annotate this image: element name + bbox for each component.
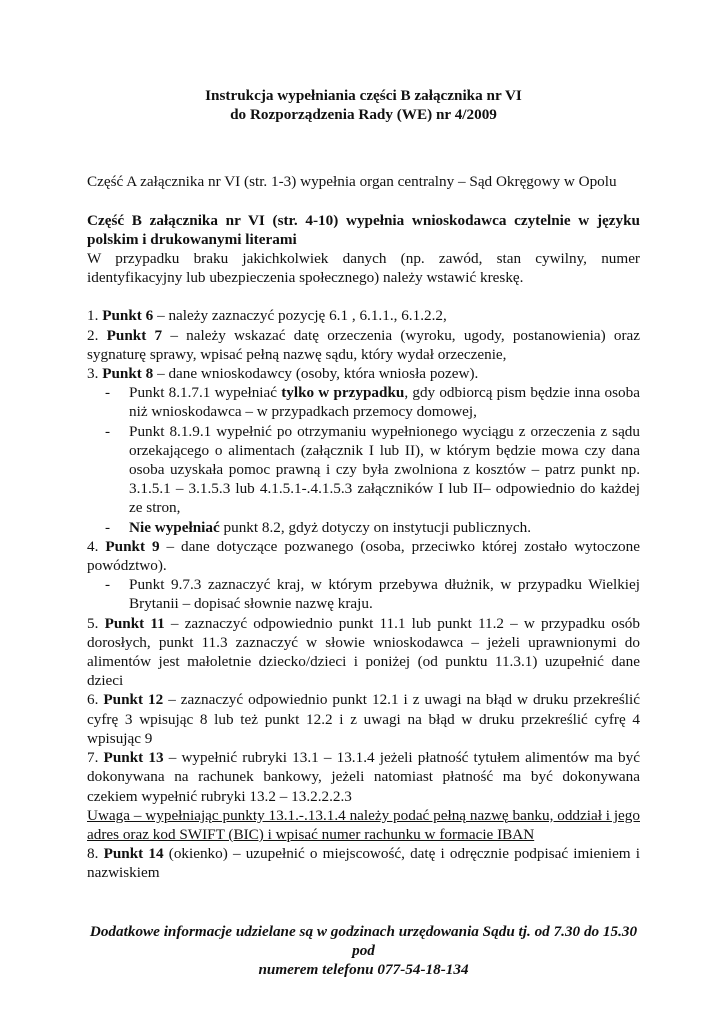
footer-note [87,922,640,980]
bullet-dash: - [105,422,111,440]
item-number: 3. [87,365,99,383]
item-text: – należy wskazać datę orzeczenia (wyroku, ugody, postanowienia) oraz sygnaturę sprawy, wpisać pełną nazwę sądu, który wydał orzeczenie, [87,326,640,363]
item-label: Punkt 14 [103,845,164,863]
item-number: 1. [87,307,99,325]
item-5 [87,614,640,691]
bullet-text-post: , gdy odbiorcą pism będzie inna osoba niż wnioskodawca – w przypadkach przemocy domowej, [129,384,640,421]
item-label: Punkt 9 [105,537,160,555]
title-line-2: do Rozporządzenia Rady (WE) nr 4/2009 [230,106,497,124]
item-text: – zaznaczyć odpowiednio punkt 12.1 i z uwagi na błąd w druku przekreślić cyfrę 3 wpisując 8 lub też punkt 12.2 i z uwagi na błąd w druku przekreślić cyfrę 4 wpisując 9 [87,691,640,747]
bullet-dash: - [105,384,111,402]
item-number: 7. [87,749,99,767]
footer-line-2: numerem telefonu 077-54-18-134 [258,960,469,978]
item-4 [87,537,640,575]
bullet-text-bold: Nie wypełniać [129,518,220,536]
footer-line-1: Dodatkowe informacje udzielane są w godzinach urzędowania Sądu tj. od 7.30 do 15.30 pod [89,922,638,959]
item-4-bullet-1 [87,575,640,613]
item-number: 8. [87,845,99,863]
item-label: Punkt 11 [104,614,165,632]
warning-note: Uwaga – wypełniając punkty 13.1.-.13.1.4 należy podać pełną nazwę banku, oddział i jego adres oraz kod SWIFT (BIC) i wpisać numer rachunku w formacie IBAN [87,806,640,843]
item-label: Punkt 12 [103,691,164,709]
item-label: Punkt 8 [102,365,154,383]
item-text: – wypełnić rubryki 13.1 – 13.1.4 jeżeli płatność tytułem alimentów ma być dokonywana na rachunek bankowy, jeżeli natomiast płatność ma być dokonywana czekiem wypełnić rubryki 13.2 – 13.2.2.2.3 [87,749,640,805]
item-8 [87,844,640,882]
bullet-text: Punkt 8.1.9.1 wypełnić po otrzymaniu wypełnionego wyciągu z orzeczenia z sądu orzekającego o alimentach (załącznik I lub II), w którym będzie mowa czy dana osoba uzyskała pomoc prawną i czy była zwolniona z kosztów – patrz punkt np. 3.1.5.1 – 3.1.5.3 lub 4.1.5.1-.4.1.5.3 załączników I lub II– odpowiednio do każdej ze stron, [129,422,640,517]
bullet-text: Punkt 9.7.3 zaznaczyć kraj, w którym przebywa dłużnik, w przypadku Wielkiej Brytanii – dopisać słownie nazwę kraju. [129,576,640,613]
item-label: Punkt 6 [102,307,154,325]
bullet-dash: - [105,518,111,536]
title-line-1: Instrukcja wypełniania części B załącznika nr VI [205,87,522,104]
item-7 [87,748,640,806]
item-text: (okienko) – uzupełnić o miejscowość, datę i odręcznie podpisać imieniem i nazwiskiem [87,845,641,882]
item-3-bullet-2 [87,422,640,518]
item-3 [87,364,640,383]
bullet-dash: - [105,576,111,594]
item-text: – dane wnioskodawcy (osoby, która wniosła pozew). [153,365,479,383]
item-text: – należy zaznaczyć pozycję 6.1 , 6.1.1., 6.1.2.2, [153,307,447,325]
bullet-text-bold: tylko w przypadku [281,384,405,402]
item-label: Punkt 7 [106,326,163,344]
bullet-text-pre: Punkt 8.1.7.1 wypełniać [129,384,282,402]
part-b-note: W przypadku braku jakichkolwiek danych (np. zawód, stan cywilny, numer identyfikacyjny lub ubezpieczenia społecznego) należy wstawić kreskę. [87,250,640,287]
item-number: 2. [87,326,99,344]
item-1 [87,306,640,325]
item-number: 5. [87,614,99,632]
item-6 [87,690,640,748]
bullet-text-post: punkt 8.2, gdyż dotyczy on instytucji publicznych. [219,518,531,536]
item-number: 4. [87,537,99,555]
document-page [87,86,640,979]
item-text: – dane dotyczące pozwanego (osoba, przeciwko której zostało wytoczone powództwo). [87,537,640,575]
part-b-heading: Część B załącznika nr VI (str. 4-10) wypełnia wnioskodawca czytelnie w języku polskim i drukowanymi literami [87,211,640,248]
item-text: – zaznaczyć odpowiednio punkt 11.1 lub punkt 11.2 – w przypadku osób dorosłych, punkt 11.3 zaznaczyć w słowie wnioskodawca – jeżeli uprawnionymi do alimentów jest małoletnie dziecko/dzieci i poniżej (od punktu 11.3.1) uzupełnić dane dzieci [87,614,640,690]
document-title [87,86,640,124]
item-3-bullet-3 [87,518,640,537]
item-3-bullet-1 [87,383,640,421]
part-a-paragraph: Część A załącznika nr VI (str. 1-3) wypełnia organ centralny – Sąd Okręgowy w Opolu [87,173,617,191]
item-label: Punkt 13 [103,749,164,767]
item-2 [87,326,640,364]
item-number: 6. [87,691,99,709]
